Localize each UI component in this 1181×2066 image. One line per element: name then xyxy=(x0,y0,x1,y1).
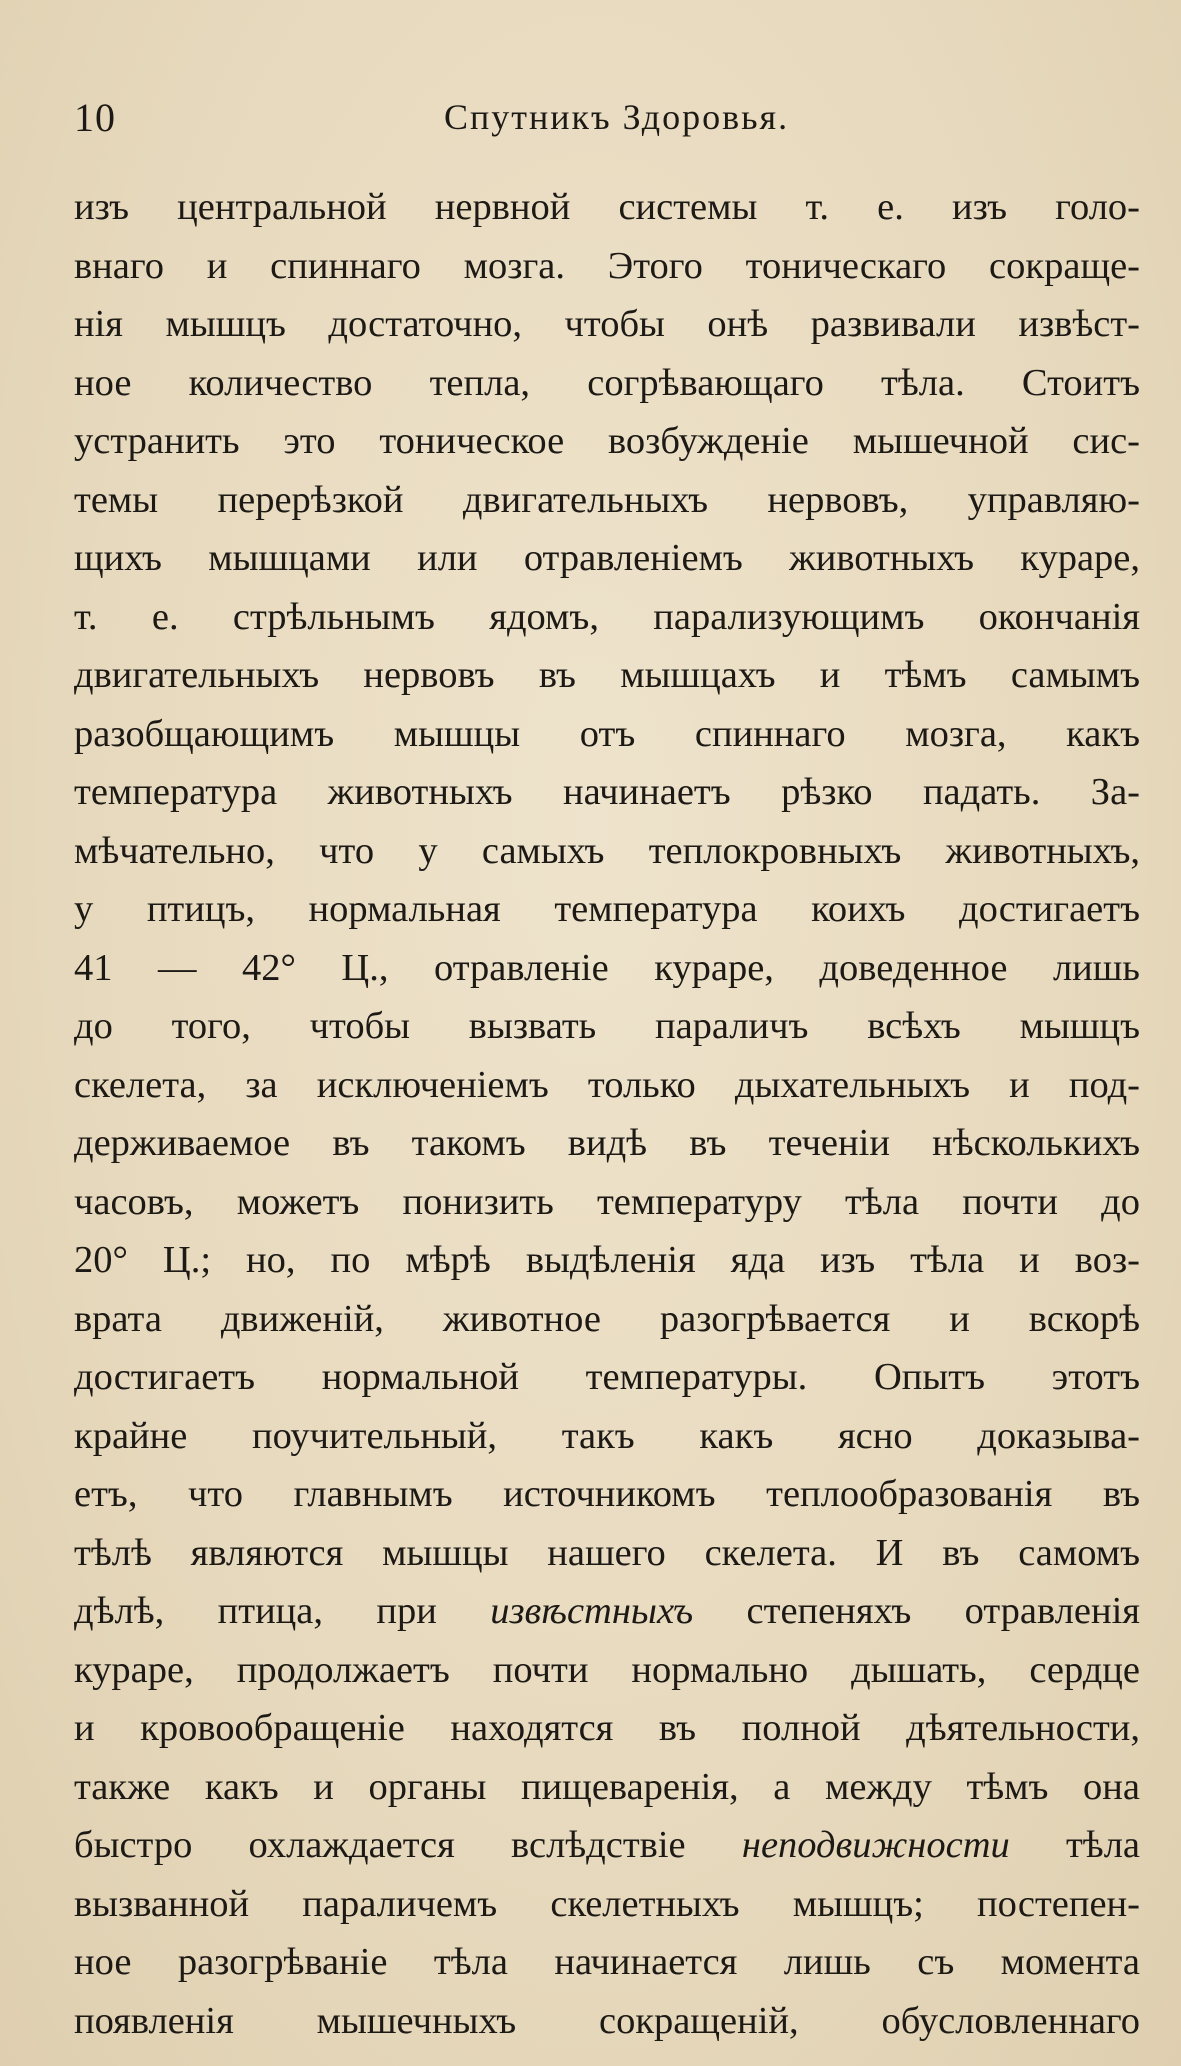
text-line xyxy=(74,1114,1140,1173)
text-line xyxy=(74,939,1140,998)
text-segment: тѣла xyxy=(1009,1824,1140,1866)
text-segment: держиваемое въ такомъ видѣ въ теченіи нѣсколькихъ xyxy=(74,1122,1140,1164)
text-segment: 41 — 42° Ц., отравленіе кураре, доведенное лишь xyxy=(74,946,1140,989)
text-segment: разобщающимъ мышцы отъ спиннаго мозга, какъ xyxy=(74,712,1140,755)
text-segment: быстро охлаждается вслѣдствіе xyxy=(74,1824,742,1866)
text-line xyxy=(74,237,1140,296)
text-line xyxy=(74,1173,1140,1232)
text-line xyxy=(74,1816,1140,1875)
text-segment: щихъ мышцами или отравленіемъ животныхъ кураре, xyxy=(74,537,1140,579)
text-segment: температура животныхъ начинаетъ рѣзко падать. За- xyxy=(74,771,1140,813)
text-line xyxy=(74,1582,1140,1641)
text-segment: ное разогрѣваніе тѣла начинается лишь съ момента xyxy=(74,1941,1140,1983)
text-segment: тѣлѣ являются мышцы нашего скелета. И въ самомъ xyxy=(74,1531,1140,1574)
text-segment: врата движеній, животное разогрѣвается и вскорѣ xyxy=(74,1297,1140,1340)
text-line xyxy=(74,1524,1140,1583)
text-line xyxy=(74,646,1140,705)
body-text xyxy=(74,178,1140,2050)
text-line xyxy=(74,354,1140,413)
italic-text: извѣстныхъ xyxy=(490,1590,694,1632)
text-line xyxy=(74,1290,1140,1349)
text-segment: часовъ, можетъ понизить температуру тѣла почти до xyxy=(74,1180,1140,1223)
text-line xyxy=(74,1875,1140,1934)
text-segment: появленія мышечныхъ сокращеній, обусловленнаго xyxy=(74,1999,1140,2042)
text-line xyxy=(74,178,1140,237)
text-line xyxy=(74,1933,1140,1992)
text-segment: устранить это тоническое возбужденіе мышечной сис- xyxy=(74,420,1140,462)
text-line xyxy=(74,1641,1140,1700)
text-segment: етъ, что главнымъ источникомъ теплообразованія въ xyxy=(74,1473,1140,1515)
text-segment: нія мышцъ достаточно, чтобы онѣ развивали извѣст- xyxy=(74,303,1140,345)
text-segment: ное количество тепла, согрѣвающаго тѣла. Стоитъ xyxy=(74,361,1140,404)
text-segment: до того, чтобы вызвать параличъ всѣхъ мышцъ xyxy=(74,1005,1140,1047)
page-number: 10 xyxy=(74,95,116,140)
text-line xyxy=(74,471,1140,530)
text-line xyxy=(74,1348,1140,1407)
text-segment: также какъ и органы пищеваренія, а между тѣмъ она xyxy=(74,1765,1140,1808)
text-line xyxy=(74,1699,1140,1758)
text-line xyxy=(74,705,1140,764)
text-segment: кураре, продолжаетъ почти нормально дышать, сердце xyxy=(74,1648,1140,1691)
text-line xyxy=(74,295,1140,354)
text-line xyxy=(74,1992,1140,2051)
text-segment: достигаетъ нормальной температуры. Опытъ этотъ xyxy=(74,1356,1140,1398)
text-line xyxy=(74,1056,1140,1115)
text-line xyxy=(74,880,1140,939)
text-segment: изъ центральной нервной системы т. е. изъ голо- xyxy=(74,186,1140,228)
text-segment: и кровообращеніе находятся въ полной дѣятельности, xyxy=(74,1707,1140,1749)
text-line xyxy=(74,997,1140,1056)
text-line xyxy=(74,763,1140,822)
text-line xyxy=(74,822,1140,881)
text-line xyxy=(74,1231,1140,1290)
text-segment: внаго и спиннаго мозга. Этого тоническаго сокраще- xyxy=(74,244,1140,287)
text-line xyxy=(74,1407,1140,1466)
italic-text: неподвижности xyxy=(741,1824,1010,1866)
text-segment: т. е. стрѣльнымъ ядомъ, парализующимъ окончанія xyxy=(74,595,1140,638)
text-segment: 20° Ц.; но, по мѣрѣ выдѣленія яда изъ тѣла и воз- xyxy=(74,1239,1140,1281)
text-segment: темы перерѣзкой двигательныхъ нервовъ, управляю- xyxy=(74,478,1140,521)
text-line xyxy=(74,412,1140,471)
text-line xyxy=(74,1465,1140,1524)
text-segment: мѣчательно, что у самыхъ теплокровныхъ животныхъ, xyxy=(74,829,1140,872)
running-head: Спутникъ Здоровья. xyxy=(444,97,790,137)
page-header xyxy=(74,94,1140,154)
text-line xyxy=(74,588,1140,647)
text-segment: скелета, за исключеніемъ только дыхательныхъ и под- xyxy=(74,1063,1140,1106)
text-segment: крайне поучительный, такъ какъ ясно доказыва- xyxy=(74,1414,1140,1457)
text-line xyxy=(74,1758,1140,1817)
text-segment: у птицъ, нормальная температура коихъ достигаетъ xyxy=(74,888,1140,930)
text-line xyxy=(74,529,1140,588)
text-segment: двигательныхъ нервовъ въ мышцахъ и тѣмъ самымъ xyxy=(74,654,1140,696)
text-segment: дѣлѣ, птица, при xyxy=(74,1590,491,1632)
text-segment: вызванной параличемъ скелетныхъ мышцъ; постепен- xyxy=(74,1882,1140,1925)
text-segment: степеняхъ отравленія xyxy=(693,1590,1140,1632)
